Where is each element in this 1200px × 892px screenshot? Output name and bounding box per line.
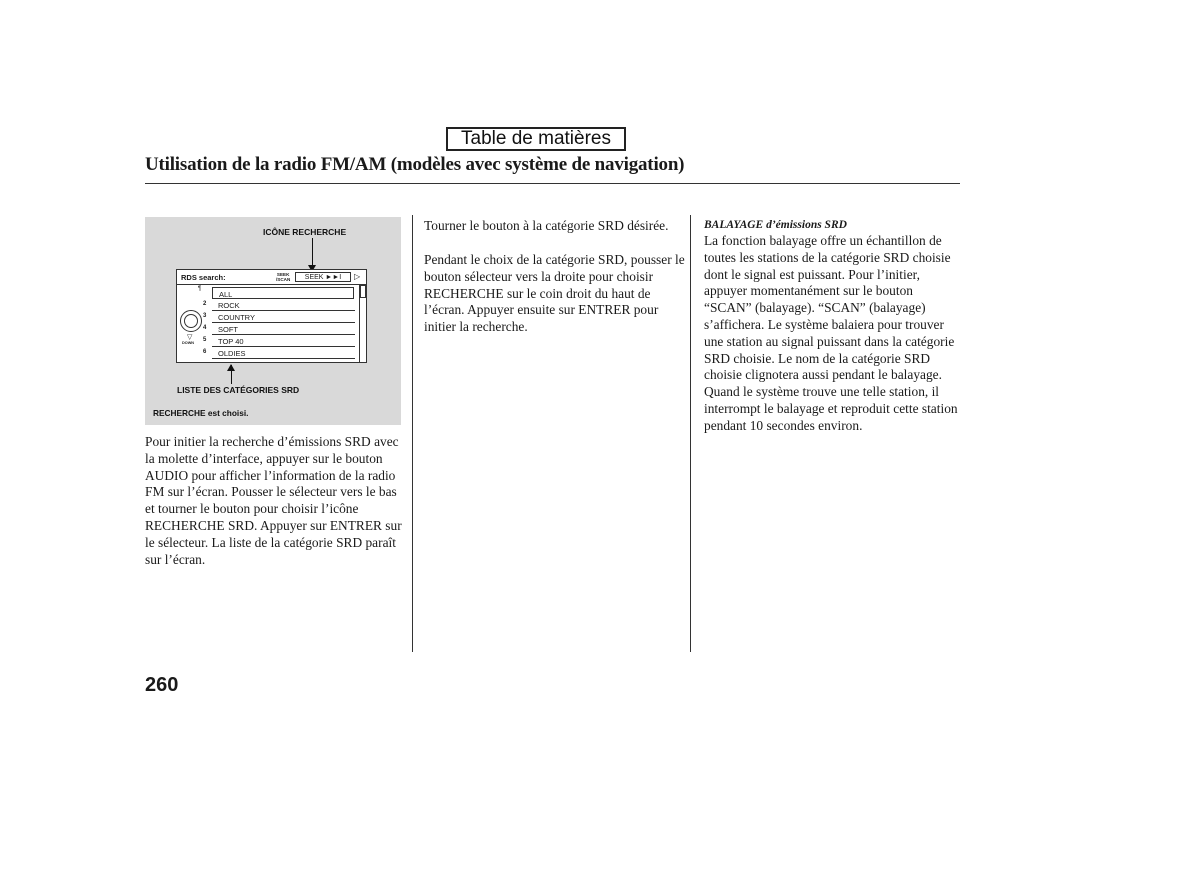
rds-search-figure (145, 217, 401, 425)
column-divider-left (412, 215, 413, 652)
section-heading-scan: BALAYAGE d’émissions SRD (704, 219, 847, 231)
page-title: Utilisation de la radio FM/AM (modèles avec système de navigation) (145, 154, 685, 175)
middle-column-paragraph-1: Tourner le bouton à la catégorie SRD désirée. (424, 218, 669, 233)
category-row (203, 335, 355, 347)
category-row (212, 287, 354, 299)
seek-scan-label (276, 272, 290, 282)
category-list-callout: LISTE DES CATÉGORIES SRD (177, 385, 300, 395)
category-label: ROCK (218, 301, 240, 310)
callout-arrow-top (312, 238, 313, 268)
category-row (203, 347, 355, 359)
callout-arrow-bottom (231, 365, 232, 384)
category-row (203, 323, 355, 335)
category-label: TOP 40 (218, 337, 244, 346)
category-number: 6 (203, 349, 207, 355)
figure-caption: RECHERCHE est choisi. (153, 408, 249, 418)
category-row (203, 299, 355, 311)
interface-dial-center (184, 314, 198, 328)
category-label: COUNTRY (218, 313, 255, 322)
category-number: 4 (203, 325, 207, 331)
title-divider (145, 183, 960, 184)
down-label: DOWN (182, 341, 195, 345)
category-label: ALL (219, 290, 233, 299)
page-number: 260 (145, 674, 179, 696)
radio-screen (176, 269, 367, 363)
right-column-paragraph: La fonction balayage offre un échantillon de toutes les stations de la catégorie SRD choisie dont le signal est puissant. Pour l’initier, appuyer momentanément sur le bouton “SCAN” (balayage). “SCAN” (balayage) s’affichera. Le système balaiera pour trouver une station au signal puissant dans la catégorie SRD choisie. Le nom de la catégorie SRD choisie clignotera aussi pendant le balayage. Quand le système trouve une telle station, il interrompt le balayage et reproduit cette station pendant 10 secondes environ. (704, 233, 958, 433)
forward-icon: ▷ (354, 272, 361, 281)
seek-button: SEEK ►►I (295, 272, 351, 282)
category-label: SOFT (218, 325, 238, 334)
table-of-contents-button[interactable]: Table de matières (446, 127, 626, 151)
seek-scan-line-2: /SCAN (276, 277, 291, 282)
seek-scan-line-1: SEEK (276, 272, 290, 277)
middle-column-paragraph-2: Pendant le choix de la catégorie SRD, pousser le bouton sélecteur vers la droite pour choisir RECHERCHE sur le coin droit du haut de l’écran. Appuyer ensuite sur ENTRER pour initier la recherche. (424, 252, 685, 335)
up-icon: ¶ (198, 286, 202, 292)
category-number: 2 (203, 301, 207, 307)
category-number: 5 (203, 337, 207, 343)
column-divider-right (690, 215, 691, 652)
category-label: OLDIES (218, 349, 246, 358)
category-row (203, 311, 355, 323)
scrollbar-thumb (360, 285, 366, 298)
search-icon-callout: ICÔNE RECHERCHE (263, 227, 347, 237)
left-column-paragraph: Pour initier la recherche d’émissions SRD avec la molette d’interface, appuyer sur le bouton AUDIO pour afficher l’information de la radio FM sur l’écran. Pousser le sélecteur vers le bas et tourner le bouton pour choisir l’icône RECHERCHE SRD. Appuyer sur ENTRER sur le sélecteur. La liste de la catégorie SRD paraît sur l’écran. (145, 434, 402, 567)
screen-title: RDS search: (181, 273, 226, 282)
category-number: 3 (203, 313, 207, 319)
down-triangle-icon: ▽ (187, 334, 193, 341)
screen-divider (177, 284, 366, 285)
